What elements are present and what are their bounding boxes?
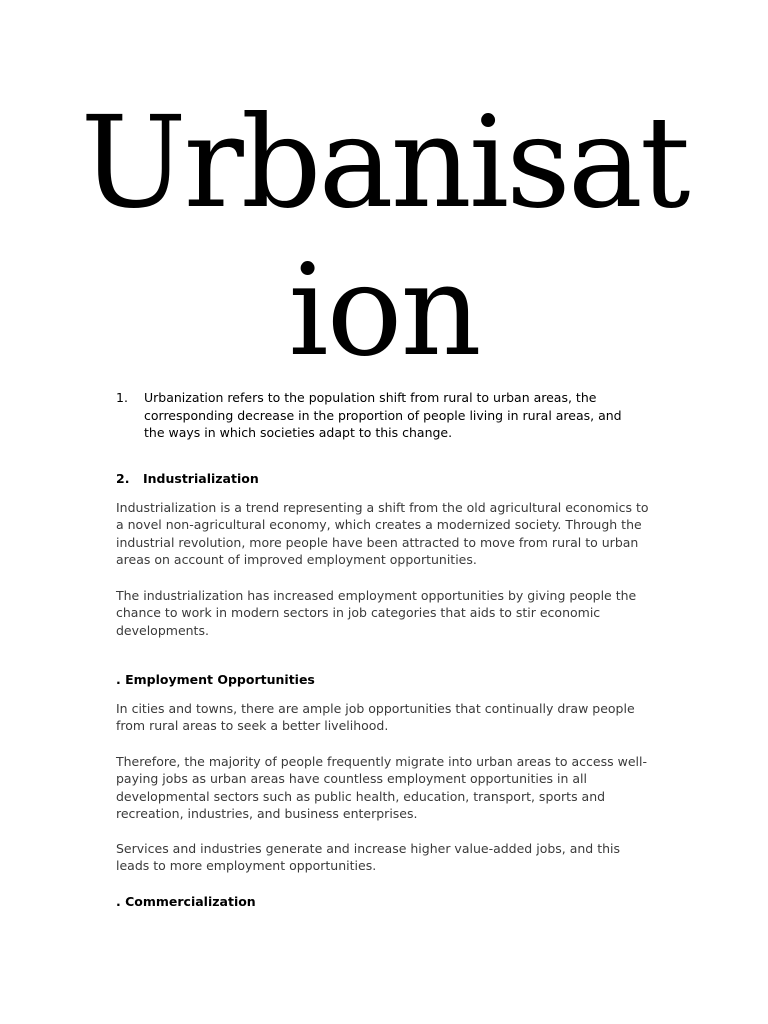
- heading-industrialization: Industrialization: [143, 471, 259, 486]
- paragraph-employment-1: In cities and towns, there are ample job opportunities that continually draw people from rural areas to seek a better livelihood.: [116, 701, 635, 734]
- definition-text: Urbanization refers to the population shift from rural to urban areas, the corresponding decrease in the proportion of people living in rural areas, and the ways in which societies adapt to this change.: [144, 390, 622, 440]
- heading-employment-opportunities: . Employment Opportunities: [116, 672, 315, 687]
- page-title-line-2: ion: [288, 237, 480, 384]
- heading-commercialization: . Commercialization: [116, 894, 256, 909]
- list-number-1: 1.: [116, 390, 128, 405]
- page-title-line-1: Urbanisat: [80, 89, 688, 236]
- paragraph-industrialization-1: Industrialization is a trend representing a shift from the old agricultural economics to a novel non-agricultural economy, which creates a modernized society. Through the industrial revolution, more people have been attracted to move from rural to urban areas on account of improved employment opportunities.: [116, 500, 649, 567]
- paragraph-employment-2: Therefore, the majority of people frequently migrate into urban areas to access well-paying jobs as urban areas have countless employment opportunities in all developmental sectors such as public health, education, transport, sports and recreation, industries, and business enterprises.: [116, 754, 647, 821]
- section-number-2: 2.: [116, 471, 130, 486]
- paragraph-industrialization-2: The industrialization has increased employment opportunities by giving people the chance to work in modern sectors in job categories that aids to stir economic developments.: [116, 588, 637, 638]
- paragraph-employment-3: Services and industries generate and increase higher value-added jobs, and this leads to more employment opportunities.: [116, 841, 621, 874]
